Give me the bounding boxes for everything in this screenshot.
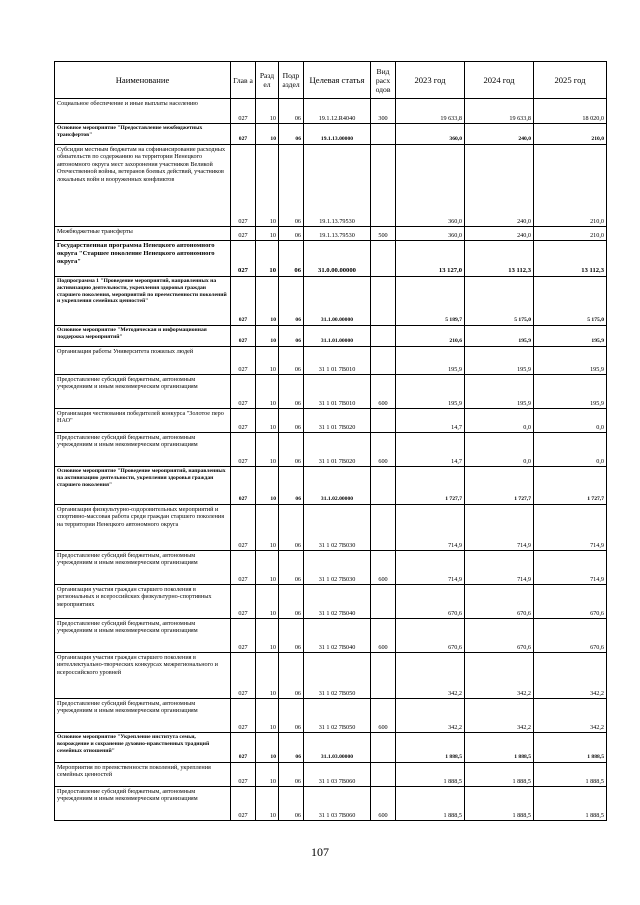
page-number: 107 — [311, 845, 329, 859]
row-razdel: 10 — [256, 347, 279, 375]
row-name: Организация чествования победителей конкурса "Золотое перо НАО" — [55, 409, 231, 433]
row-value-2025: 0,0 — [534, 433, 607, 467]
row-value-2023: 195,9 — [396, 375, 465, 409]
table-row — [55, 653, 607, 699]
row-target-article: 19.1.13.00000 — [304, 124, 371, 145]
row-expense-type — [371, 409, 396, 433]
row-value-2025: 210,0 — [534, 145, 607, 227]
row-value-2024: 714,9 — [465, 551, 534, 585]
row-podrazdel: 06 — [279, 145, 304, 227]
header-expense-type: Вид расх одов — [371, 62, 396, 99]
row-razdel: 10 — [256, 733, 279, 763]
row-target-article: 31 1 02 7В030 — [304, 505, 371, 551]
row-expense-type — [371, 733, 396, 763]
row-value-2023: 1 888,5 — [396, 733, 465, 763]
row-value-2025: 210,0 — [534, 227, 607, 241]
row-glava: 027 — [231, 467, 256, 505]
row-value-2024: 342,2 — [465, 653, 534, 699]
table-row — [55, 99, 607, 124]
row-expense-type — [371, 467, 396, 505]
row-name: Основное мероприятие "Методическая и информационная поддержка мероприятий" — [55, 326, 231, 347]
table-header-row — [55, 62, 607, 99]
row-razdel: 10 — [256, 699, 279, 733]
table-row — [55, 227, 607, 241]
row-value-2025: 342,2 — [534, 653, 607, 699]
table-row — [55, 409, 607, 433]
row-expense-type — [371, 124, 396, 145]
row-podrazdel: 06 — [279, 99, 304, 124]
row-value-2024: 13 112,3 — [465, 241, 534, 277]
row-value-2023: 210,6 — [396, 326, 465, 347]
row-value-2024: 240,0 — [465, 227, 534, 241]
table-row — [55, 375, 607, 409]
row-value-2023: 13 127,0 — [396, 241, 465, 277]
row-value-2023: 19 633,8 — [396, 99, 465, 124]
row-razdel: 10 — [256, 99, 279, 124]
row-value-2025: 1 888,5 — [534, 787, 607, 821]
row-value-2025: 18 020,0 — [534, 99, 607, 124]
row-podrazdel: 06 — [279, 733, 304, 763]
row-value-2025: 5 175,0 — [534, 277, 607, 326]
row-glava: 027 — [231, 409, 256, 433]
table-row — [55, 505, 607, 551]
row-name: Организация работы Университета пожилых людей — [55, 347, 231, 375]
row-podrazdel: 06 — [279, 241, 304, 277]
table-row — [55, 277, 607, 326]
row-value-2023: 1 727,7 — [396, 467, 465, 505]
row-target-article: 31 1 01 7В010 — [304, 347, 371, 375]
row-value-2025: 210,0 — [534, 124, 607, 145]
row-razdel: 10 — [256, 505, 279, 551]
row-target-article: 31.1.01.00000 — [304, 326, 371, 347]
row-razdel: 10 — [256, 763, 279, 787]
row-name: Организация участия граждан старшего поколения в региональных и всероссийских физкультурно-спортивных мероприятиях — [55, 585, 231, 619]
row-razdel: 10 — [256, 227, 279, 241]
table-row — [55, 145, 607, 227]
table-row — [55, 619, 607, 653]
row-razdel: 10 — [256, 585, 279, 619]
header-razdel: Разд ел — [256, 62, 279, 99]
row-name: Основное мероприятие "Предоставление межбюджетных трансфертов" — [55, 124, 231, 145]
row-value-2024: 1 727,7 — [465, 467, 534, 505]
header-target-article: Целевая статья — [304, 62, 371, 99]
header-name: Наименование — [55, 62, 231, 99]
row-target-article: 31 1 01 7В020 — [304, 409, 371, 433]
row-name: Организация физкультурно-оздоровительных мероприятий и спортивно-массовая работа среди граждан старшего поколения на территории Ненецкого автономного округа — [55, 505, 231, 551]
row-glava: 027 — [231, 653, 256, 699]
row-razdel: 10 — [256, 619, 279, 653]
row-glava: 027 — [231, 763, 256, 787]
row-expense-type — [371, 241, 396, 277]
row-glava: 027 — [231, 733, 256, 763]
row-razdel: 10 — [256, 375, 279, 409]
row-value-2023: 1 888,5 — [396, 787, 465, 821]
row-target-article: 31 1 02 7В030 — [304, 551, 371, 585]
row-glava: 027 — [231, 699, 256, 733]
row-razdel: 10 — [256, 145, 279, 227]
row-value-2025: 714,9 — [534, 551, 607, 585]
row-expense-type: 600 — [371, 619, 396, 653]
table-row — [55, 467, 607, 505]
row-glava: 027 — [231, 375, 256, 409]
row-target-article: 31 1 02 7В050 — [304, 699, 371, 733]
row-glava: 027 — [231, 505, 256, 551]
row-podrazdel: 06 — [279, 699, 304, 733]
row-value-2023: 14,7 — [396, 409, 465, 433]
row-name: Государственная программа Ненецкого автономного округа "Старшее поколение Ненецкого автономного округа" — [55, 241, 231, 277]
row-target-article: 19.1.12.R4040 — [304, 99, 371, 124]
table-row — [55, 124, 607, 145]
row-value-2024: 195,9 — [465, 375, 534, 409]
row-razdel: 10 — [256, 467, 279, 505]
row-glava: 027 — [231, 241, 256, 277]
row-podrazdel: 06 — [279, 409, 304, 433]
row-value-2025: 714,9 — [534, 505, 607, 551]
row-target-article: 31 1 03 7В060 — [304, 787, 371, 821]
row-razdel: 10 — [256, 326, 279, 347]
row-expense-type: 600 — [371, 699, 396, 733]
row-value-2025: 342,2 — [534, 699, 607, 733]
row-target-article: 31 1 02 7В040 — [304, 585, 371, 619]
row-value-2023: 1 888,5 — [396, 763, 465, 787]
row-value-2025: 1 727,7 — [534, 467, 607, 505]
row-podrazdel: 06 — [279, 505, 304, 551]
row-name: Социальное обеспечение и иные выплаты населению — [55, 99, 231, 124]
row-value-2024: 0,0 — [465, 409, 534, 433]
row-value-2024: 5 175,0 — [465, 277, 534, 326]
row-expense-type: 300 — [371, 99, 396, 124]
row-podrazdel: 06 — [279, 763, 304, 787]
row-value-2025: 670,6 — [534, 585, 607, 619]
row-name: Предоставление субсидий бюджетным, автономным учреждениям и иным некоммерческим организациям — [55, 787, 231, 821]
row-value-2024: 342,2 — [465, 699, 534, 733]
row-glava: 027 — [231, 347, 256, 375]
row-target-article: 31 1 02 7В040 — [304, 619, 371, 653]
row-name: Предоставление субсидий бюджетным, автономным учреждениям и иным некоммерческим организациям — [55, 619, 231, 653]
row-podrazdel: 06 — [279, 467, 304, 505]
row-value-2024: 1 888,5 — [465, 733, 534, 763]
row-value-2023: 360,0 — [396, 145, 465, 227]
row-podrazdel: 06 — [279, 277, 304, 326]
row-glava: 027 — [231, 326, 256, 347]
row-expense-type — [371, 505, 396, 551]
row-value-2024: 1 888,5 — [465, 787, 534, 821]
row-podrazdel: 06 — [279, 653, 304, 699]
row-podrazdel: 06 — [279, 227, 304, 241]
row-expense-type: 600 — [371, 787, 396, 821]
header-2024: 2024 год — [465, 62, 534, 99]
row-value-2024: 195,9 — [465, 326, 534, 347]
table-row — [55, 763, 607, 787]
budget-table — [54, 61, 607, 821]
row-glava: 027 — [231, 277, 256, 326]
table-row — [55, 347, 607, 375]
table-body — [55, 99, 607, 821]
row-value-2023: 714,9 — [396, 505, 465, 551]
row-expense-type — [371, 585, 396, 619]
row-razdel: 10 — [256, 551, 279, 585]
row-podrazdel: 06 — [279, 124, 304, 145]
table-row — [55, 433, 607, 467]
row-podrazdel: 06 — [279, 347, 304, 375]
row-podrazdel: 06 — [279, 619, 304, 653]
row-name: Основное мероприятие "Проведение мероприятий, направленных на активизацию деятельности, укрепления здоровья граждан старшего поколения" — [55, 467, 231, 505]
row-name: Основное мероприятие "Укрепление института семьи, возрождение и сохранение духовно-нравственных традиций семейных отношений" — [55, 733, 231, 763]
row-expense-type — [371, 763, 396, 787]
row-name: Межбюджетные трансферты — [55, 227, 231, 241]
row-value-2023: 342,2 — [396, 699, 465, 733]
row-name: Субсидии местным бюджетам на софинансирование расходных обязательств по содержанию на территории Ненецкого автономного округа мест захоронения участников Великой Отечественной войны, ветеранов боевых действий, участников локальных войн и вооруженных конфликтов — [55, 145, 231, 227]
row-razdel: 10 — [256, 241, 279, 277]
row-value-2023: 670,6 — [396, 585, 465, 619]
row-name: Предоставление субсидий бюджетным, автономным учреждениям и иным некоммерческим организациям — [55, 699, 231, 733]
header-2023: 2023 год — [396, 62, 465, 99]
table-row — [55, 787, 607, 821]
row-glava: 027 — [231, 433, 256, 467]
row-name: Организация участия граждан старшего поколения в интеллектуально-творческих конкурсах межрегионального и всероссийского уровней — [55, 653, 231, 699]
row-target-article: 19.1.13.79530 — [304, 145, 371, 227]
row-value-2024: 670,6 — [465, 585, 534, 619]
row-value-2023: 342,2 — [396, 653, 465, 699]
row-value-2024: 240,0 — [465, 124, 534, 145]
row-value-2024: 195,9 — [465, 347, 534, 375]
row-name: Подпрограмма 1 "Проведение мероприятий, направленных на активизацию деятельности, укрепления здоровья граждан старшего поколения, мероприятий по преемственности поколений и укрепления семейных ценностей" — [55, 277, 231, 326]
row-expense-type: 500 — [371, 227, 396, 241]
row-expense-type — [371, 653, 396, 699]
table-row — [55, 733, 607, 763]
row-target-article: 31.1.00.00000 — [304, 277, 371, 326]
row-target-article: 31 1 01 7В010 — [304, 375, 371, 409]
row-razdel: 10 — [256, 409, 279, 433]
row-podrazdel: 06 — [279, 787, 304, 821]
row-podrazdel: 06 — [279, 375, 304, 409]
row-value-2025: 195,9 — [534, 326, 607, 347]
row-target-article: 31.1.03.00000 — [304, 733, 371, 763]
row-value-2025: 0,0 — [534, 409, 607, 433]
row-expense-type — [371, 277, 396, 326]
row-glava: 027 — [231, 551, 256, 585]
row-razdel: 10 — [256, 653, 279, 699]
table-row — [55, 585, 607, 619]
row-expense-type: 600 — [371, 551, 396, 585]
row-glava: 027 — [231, 145, 256, 227]
row-podrazdel: 06 — [279, 585, 304, 619]
table-row — [55, 551, 607, 585]
row-value-2025: 13 112,3 — [534, 241, 607, 277]
row-value-2023: 360,0 — [396, 227, 465, 241]
row-expense-type: 600 — [371, 433, 396, 467]
row-podrazdel: 06 — [279, 551, 304, 585]
row-value-2024: 1 888,5 — [465, 763, 534, 787]
row-razdel: 10 — [256, 787, 279, 821]
row-glava: 027 — [231, 124, 256, 145]
table-row — [55, 241, 607, 277]
row-name: Мероприятия по преемственности поколений, укрепления семейных ценностей — [55, 763, 231, 787]
row-value-2025: 670,6 — [534, 619, 607, 653]
row-expense-type — [371, 326, 396, 347]
row-value-2023: 14,7 — [396, 433, 465, 467]
row-razdel: 10 — [256, 433, 279, 467]
row-glava: 027 — [231, 787, 256, 821]
row-value-2023: 360,0 — [396, 124, 465, 145]
row-value-2023: 5 189,7 — [396, 277, 465, 326]
row-podrazdel: 06 — [279, 326, 304, 347]
row-value-2024: 240,0 — [465, 145, 534, 227]
row-target-article: 19.1.13.79530 — [304, 227, 371, 241]
header-podrazdel: Подр аздел — [279, 62, 304, 99]
row-value-2025: 1 888,5 — [534, 733, 607, 763]
row-target-article: 31 1 03 7В060 — [304, 763, 371, 787]
row-value-2023: 670,6 — [396, 619, 465, 653]
row-glava: 027 — [231, 99, 256, 124]
row-podrazdel: 06 — [279, 433, 304, 467]
row-name: Предоставление субсидий бюджетным, автономным учреждениям и иным некоммерческим организациям — [55, 375, 231, 409]
row-target-article: 31 1 02 7В050 — [304, 653, 371, 699]
row-value-2025: 195,9 — [534, 375, 607, 409]
row-value-2024: 19 633,8 — [465, 99, 534, 124]
row-value-2024: 714,9 — [465, 505, 534, 551]
row-value-2023: 714,9 — [396, 551, 465, 585]
row-target-article: 31.0.00.00000 — [304, 241, 371, 277]
row-razdel: 10 — [256, 277, 279, 326]
header-2025: 2025 год — [534, 62, 607, 99]
row-value-2025: 195,9 — [534, 347, 607, 375]
row-target-article: 31 1 01 7В020 — [304, 433, 371, 467]
row-name: Предоставление субсидий бюджетным, автономным учреждениям и иным некоммерческим организациям — [55, 433, 231, 467]
row-glava: 027 — [231, 227, 256, 241]
row-glava: 027 — [231, 619, 256, 653]
row-value-2025: 1 888,5 — [534, 763, 607, 787]
row-value-2024: 0,0 — [465, 433, 534, 467]
table-row — [55, 699, 607, 733]
header-glava: Глав а — [231, 62, 256, 99]
row-glava: 027 — [231, 585, 256, 619]
row-target-article: 31.1.02.00000 — [304, 467, 371, 505]
row-expense-type — [371, 145, 396, 227]
row-razdel: 10 — [256, 124, 279, 145]
row-value-2024: 670,6 — [465, 619, 534, 653]
row-expense-type — [371, 347, 396, 375]
row-expense-type: 600 — [371, 375, 396, 409]
row-value-2023: 195,9 — [396, 347, 465, 375]
table-row — [55, 326, 607, 347]
row-name: Предоставление субсидий бюджетным, автономным учреждениям и иным некоммерческим организациям — [55, 551, 231, 585]
